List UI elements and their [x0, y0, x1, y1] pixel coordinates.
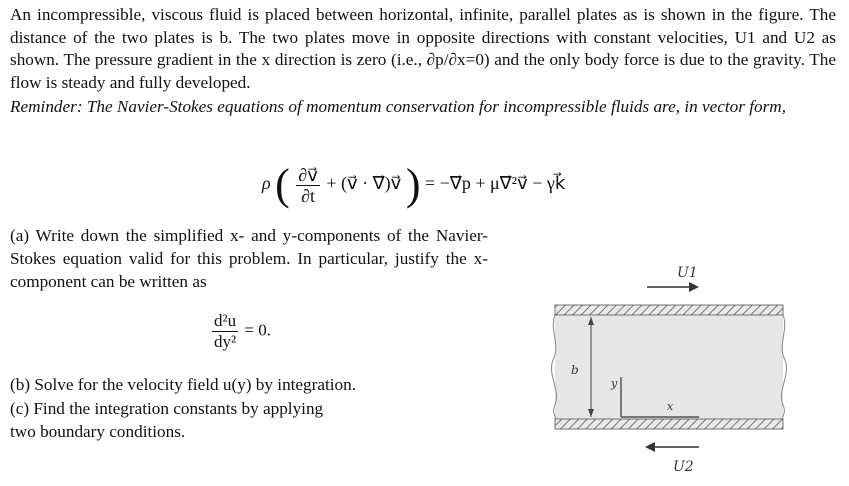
second-derivative-equation	[210, 311, 271, 352]
second-derivative-numerator: d²u	[214, 311, 237, 330]
part-a-text: (a) Write down the simplified x- and y-components of the Navier-Stokes equation valid for this problem. In particular, justify the x-component can be written as	[10, 226, 488, 291]
convective-term: + (v⃗ · ∇⃗)v⃗	[326, 173, 402, 194]
ns-rhs: = −∇⃗p + μ∇⃗²v⃗ − γk⃗	[424, 173, 566, 194]
left-paren: (	[275, 160, 290, 209]
second-derivative-denominator: dy²	[214, 332, 237, 351]
time-derivative-numerator: ∂v⃗	[298, 164, 318, 185]
time-derivative	[296, 165, 320, 206]
gap-label: b	[571, 363, 579, 377]
problem-intro: An incompressible, viscous fluid is placed between horizontal, infinite, parallel plates as is shown in the figure. The distance of the two plates is b. The two plates move in opposite directions with constant velocities, U1 and U2 as shown. The pressure gradient in the x direction is zero (i.e., ∂p/∂x=0) and the only body force is due to the gravity. The flow is steady and fully developed.	[10, 5, 836, 92]
y-axis-label: y	[611, 377, 618, 390]
rho-symbol: ρ	[262, 173, 271, 194]
part-c-line2: two boundary conditions.	[10, 422, 186, 441]
second-derivative-rhs: = 0.	[244, 320, 271, 340]
part-b-text: (b) Solve for the velocity field u(y) by integration.	[10, 375, 357, 394]
couette-flow-figure	[547, 255, 793, 479]
time-derivative-denominator: ∂t	[301, 185, 316, 206]
u1-label: U1	[677, 265, 698, 281]
u2-arrow	[645, 442, 699, 452]
reminder-text: Reminder: The Navier-Stokes equations of momentum conservation for incompressible fluids are, in vector form,	[10, 97, 786, 116]
u1-arrow	[647, 282, 699, 292]
bottom-plate	[555, 419, 783, 429]
second-derivative	[212, 311, 238, 352]
u2-label: U2	[673, 459, 694, 475]
part-c-line1: (c) Find the integration constants by applying	[10, 398, 324, 418]
x-axis-label: x	[667, 400, 674, 413]
parts-b-c	[10, 373, 480, 444]
top-plate	[555, 305, 783, 315]
right-paren: )	[405, 160, 421, 209]
navier-stokes-equation	[262, 160, 566, 209]
